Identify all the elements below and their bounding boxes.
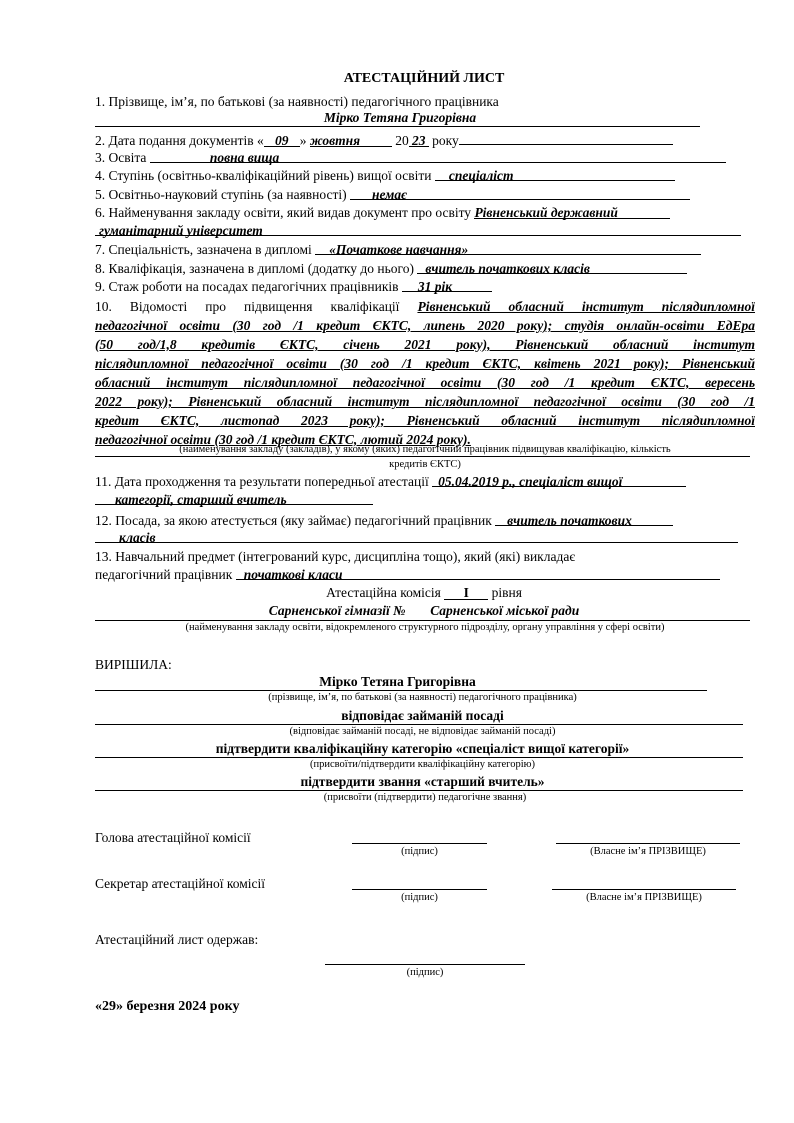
field-13-value: початкові класи: [236, 566, 720, 580]
chair-sign-note: (підпис): [401, 846, 438, 857]
decision-position-note: (відповідає займаній посаді, не відповідає займаній посаді): [289, 726, 556, 737]
field-13-label1: 13. Навчальний предмет (інтегрований курс, дисципліна тощо), який (які) викладає: [95, 549, 576, 564]
field-13-label2: педагогічний працівник: [95, 567, 233, 582]
field-10-line: [95, 456, 750, 457]
field-10-note-1: (найменування закладу (закладів), у якому (яких) педагогічний працівник підвищував кваліфікацію, кількість: [179, 444, 671, 455]
field-3-value: повна вища: [150, 149, 726, 163]
field-3-label: 3. Освіта: [95, 150, 147, 165]
field-1-value: Мірко Тетяна Григорівна: [323, 110, 477, 125]
field-1-label: 1. Прізвище, ім’я, по батькові (за наявності) педагогічного працівника: [95, 94, 499, 109]
field-13-row2: [95, 566, 755, 584]
field-2-row: [95, 130, 755, 150]
secretary-sign-line: [352, 889, 487, 890]
field-8-row: [95, 260, 755, 278]
field-4-label: 4. Ступінь (освітньо-кваліфікаційний рівень) вищої освіти: [95, 168, 432, 183]
field-3-row: [95, 149, 755, 167]
field-10-value-5: обласний інститут післядипломної педагогічної освіти (30 год /1 кредит ЄКТС, вересень: [95, 375, 755, 390]
commission-label-post: рівня: [491, 585, 522, 600]
field-12-value1: вчитель початкових: [495, 512, 673, 526]
secretary-sign-note: (підпис): [401, 892, 438, 903]
decision-category-line: [95, 757, 743, 758]
field-6-label: 6. Найменування закладу освіти, який видав документ про освіту: [95, 205, 472, 220]
field-6-value1: Рівненський державний: [474, 204, 670, 219]
field-2-year-prefix: 20: [395, 133, 409, 148]
field-11-label: 11. Дата проходження та результати попередньої атестації: [95, 474, 429, 489]
field-8-label: 8. Кваліфікація, зазначена в дипломі (додатку до нього): [95, 261, 414, 276]
chair-name-line: [556, 843, 740, 844]
document-title: АТЕСТАЦІЙНИЙ ЛИСТ: [343, 71, 505, 86]
field-2-suffix: року: [432, 133, 459, 148]
field-11-row: [95, 473, 755, 491]
decision-category-note: (присвоїти/підтвердити кваліфікаційну категорію): [310, 759, 535, 770]
document-date: «29» березня 2024 року: [95, 999, 240, 1014]
commission-name-b: Сарненської міської ради: [430, 603, 580, 618]
field-12-value2: класів: [95, 529, 738, 543]
received-sign-note: (підпис): [406, 967, 444, 978]
field-5-row: [95, 186, 755, 204]
field-2-label: 2. Дата подання документів «: [95, 133, 264, 148]
chair-sign-line: [352, 843, 487, 844]
decision-rank-line: [95, 790, 743, 791]
field-5-label: 5. Освітньо-науковий ступінь (за наявності): [95, 187, 347, 202]
commission-note: (найменування закладу освіти, відокремленого структурного підрозділу, органу управління у сфері освіти): [185, 622, 665, 633]
field-10-note-2: кредитів ЄКТС): [389, 459, 461, 470]
field-2-sep: »: [299, 133, 307, 148]
field-10-line1: [95, 297, 755, 316]
field-11-value1: 05.04.2019 р., спеціаліст вищої: [432, 473, 686, 487]
field-9-row: [95, 278, 755, 296]
commission-label-pre: Атестаційна комісія: [326, 585, 441, 600]
field-10-block: [95, 297, 755, 449]
field-12-row2: [95, 529, 755, 547]
commission-level: I: [444, 585, 488, 600]
field-2-line: [459, 130, 673, 145]
chair-label: Голова атестаційної комісії: [95, 830, 251, 845]
commission-line: [95, 620, 750, 621]
field-10-value-8: педагогічної освіти (30 год /1 кредит ЄКТС, лютий 2024 року).: [95, 432, 471, 447]
field-6-value2: гуманітарний університет: [95, 222, 741, 236]
field-6-row2: [95, 222, 755, 240]
received-label: Атестаційний лист одержав:: [95, 932, 259, 947]
field-9-value: 31 рік: [402, 278, 492, 292]
decision-name-line: [95, 690, 707, 691]
commission-row: [0, 585, 794, 601]
decision-rank-note: (присвоїти (підтвердити) педагогічне звання): [323, 792, 527, 803]
decision-rank: підтвердити звання «старший вчитель»: [300, 774, 545, 789]
field-10-value-3: (50 год/1,8 кредитів ЄКТС, січень 2021 року), Рівненський обласний інститут: [95, 337, 755, 352]
chair-name-note: (Власне ім’я ПРІЗВИЩЕ): [590, 846, 706, 857]
field-2-day: 09: [264, 132, 300, 147]
field-11-row2: [95, 491, 755, 509]
field-6-row: [95, 204, 755, 222]
field-2-year: 23: [409, 132, 429, 147]
field-1-line: [95, 126, 700, 127]
decision-name-note: (прізвище, ім’я, по батькові (за наявності) педагогічного працівника): [268, 692, 577, 703]
secretary-name-line: [552, 889, 736, 890]
decision-position: відповідає займаній посаді: [341, 708, 504, 723]
field-10-value-7: кредит ЄКТС, листопад 2023 року); Рівненський обласний інститут післядипломної: [95, 413, 755, 428]
field-12-label: 12. Посада, за якою атестується (яку займає) педагогічний працівник: [95, 513, 492, 528]
secretary-name-note: (Власне ім’я ПРІЗВИЩЕ): [586, 892, 702, 903]
field-4-row: [95, 167, 755, 185]
field-10-label: 10. Відомості про підвищення кваліфікації: [95, 299, 400, 314]
decision-category: підтвердити кваліфікаційну категорію «спеціаліст вищої категорії»: [215, 741, 630, 756]
received-sign-line: [325, 964, 525, 965]
field-10-value-1: Рівненський обласний інститут післядипломної: [417, 299, 755, 314]
field-10-value-6: 2022 року); Рівненський обласний інститут післядипломної педагогічної освіти (30 год /1: [95, 394, 755, 409]
field-11-value2: категорії, старший вчитель: [95, 491, 373, 505]
field-8-value: вчитель початкових класів: [417, 260, 687, 274]
field-2-month: жовтня: [310, 132, 392, 147]
commission-name-row: [0, 603, 794, 619]
field-7-row: [95, 241, 755, 259]
field-12-row: [95, 512, 755, 530]
decision-position-line: [95, 724, 743, 725]
field-5-value: немає: [350, 186, 690, 200]
field-10-value-2: педагогічної освіти (30 год /1 кредит ЄКТС, липень 2020 року); студія онлайн-освіти ЕдЕра: [95, 318, 755, 333]
field-7-value: «Початкове навчання»: [315, 241, 701, 255]
field-7-label: 7. Спеціальність, зазначена в дипломі: [95, 242, 312, 257]
secretary-label: Секретар атестаційної комісії: [95, 876, 266, 891]
field-10-value-4: післядипломної педагогічної освіти (30 год /1 кредит ЄКТС, квітень 2021 року); Рівненський: [95, 356, 755, 371]
field-4-value: спеціаліст: [435, 167, 675, 181]
commission-name-a: Сарненської гімназії №: [268, 603, 406, 618]
decision-name: Мірко Тетяна Григорівна: [319, 674, 476, 689]
field-9-label: 9. Стаж роботи на посадах педагогічних працівників: [95, 279, 399, 294]
decision-heading: ВИРІШИЛА:: [95, 657, 172, 672]
